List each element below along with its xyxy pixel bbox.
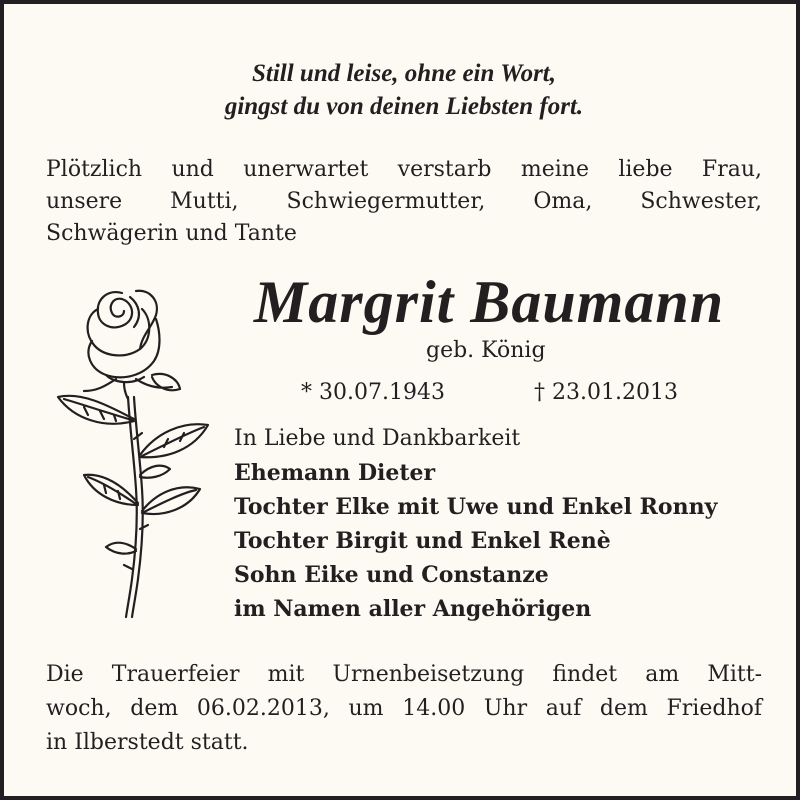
mourner-name: im Namen aller Angehörigen (234, 596, 592, 622)
intro-line-1: Plötzlich und unerwartet verstarb meine liebe Frau, (46, 157, 762, 182)
motto-line-1: Still und leise, ohne ein Wort, (251, 60, 556, 87)
death-date: † 23.01.2013 (534, 380, 678, 405)
funeral-info-line-2: woch, dem 06.02.2013, um 14.00 Uhr auf dem Friedhof (46, 696, 762, 721)
rose-icon (44, 279, 219, 624)
mourner-name: Sohn Eike und Constanze (234, 562, 549, 588)
mourners-list (234, 422, 794, 626)
birth-date: * 30.07.1943 (301, 380, 445, 405)
intro-line-3: Schwägerin und Tante (46, 221, 297, 246)
motto-line-2: gingst du von deinen Liebsten fort. (224, 93, 584, 120)
funeral-info-line-1: Die Trauerfeier mit Urnenbeisetzung findet am Mitt- (46, 662, 762, 687)
mourner-name: Ehemann Dieter (234, 460, 436, 486)
mourner-name: Tochter Birgit und Enkel Renè (234, 528, 611, 554)
maiden-name: geb. König (426, 338, 546, 363)
motto (4, 57, 800, 123)
intro-line-2: unsere Mutti, Schwiegermutter, Oma, Schwester, (46, 189, 762, 214)
mourner-name: Tochter Elke mit Uwe und Enkel Ronny (234, 494, 718, 520)
mourners-intro: In Liebe und Dankbarkeit (234, 426, 521, 451)
funeral-info (46, 658, 762, 760)
deceased-name: Margrit Baumann (253, 269, 725, 335)
intro-text (46, 154, 762, 250)
funeral-info-line-3: in Ilberstedt statt. (46, 730, 249, 755)
